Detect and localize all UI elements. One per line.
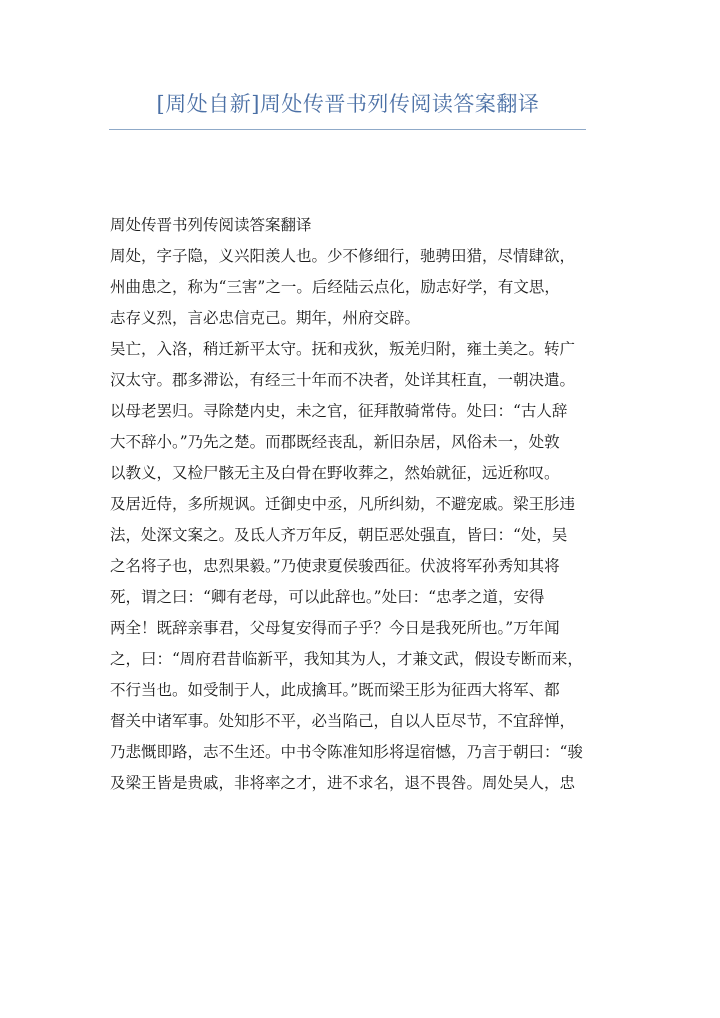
text-line: 督关中诸军事。处知肜不平，必当陷己，自以人臣尽节，不宜辞惮， (110, 712, 576, 730)
text-line: 不行当也。如受制于人，此成擒耳。”既而梁王肜为征西大将军、都 (110, 681, 560, 699)
text-line: 大不辞小。”乃先之楚。而郡既经丧乱，新旧杂居，风俗未一，处敦 (110, 433, 560, 451)
title-underline (109, 129, 586, 130)
text-line: 汉太守。郡多滞讼，有经三十年而不决者，处详其枉直，一朝决遣。 (110, 371, 576, 389)
text-line: 死，谓之曰：“卿有老母，可以此辞也。”处曰：“忠孝之道，安得 (110, 588, 545, 606)
document-body (110, 210, 610, 799)
text-line: 之，曰：“周府君昔临新平，我知其为人，才兼文武，假设专断而来， (110, 650, 583, 668)
body-subtitle: 周处传晋书列传阅读答案翻译 (110, 216, 312, 234)
document-title: [周处自新]周处传晋书列传阅读答案翻译 (156, 92, 540, 116)
text-line: 吴亡，入洛，稍迁新平太守。抚和戎狄，叛羌归附，雍土美之。转广 (110, 340, 576, 358)
text-line: 及居近侍，多所规讽。迁御史中丞，凡所纠劾，不避宠戚。梁王肜违 (110, 495, 576, 513)
text-line: 州曲患之，称为“三害”之一。后经陆云点化，励志好学，有文思， (110, 278, 560, 296)
text-line: 之名将子也，忠烈果毅。”乃使隶夏侯骏西征。伏波将军孙秀知其将 (110, 557, 560, 575)
text-line: 以母老罢归。寻除楚内史，未之官，征拜散骑常侍。处曰：“古人辞 (110, 402, 568, 420)
text-line: 以教义，又检尸骸无主及白骨在野收葬之，然始就征，远近称叹。 (110, 464, 560, 482)
text-line: 两全！既辞亲事君，父母复安得而子乎？今日是我死所也。”万年闻 (110, 619, 560, 637)
text-line: 志存义烈，言必忠信克己。期年，州府交辟。 (110, 309, 421, 327)
text-line: 周处，字子隐，义兴阳羡人也。少不修细行，驰骋田猎，尽情肆欲， (110, 247, 576, 265)
text-line: 及梁王皆是贵戚，非将率之才，进不求名，退不畏咎。周处吴人，忠 (110, 774, 576, 792)
text-line: 乃悲慨即路，志不生还。中书令陈准知肜将逞宿憾，乃言于朝曰：“骏 (110, 743, 583, 761)
text-line: 法，处深文案之。及氐人齐万年反，朝臣恶处强直，皆曰：“处，吴 (110, 526, 568, 544)
